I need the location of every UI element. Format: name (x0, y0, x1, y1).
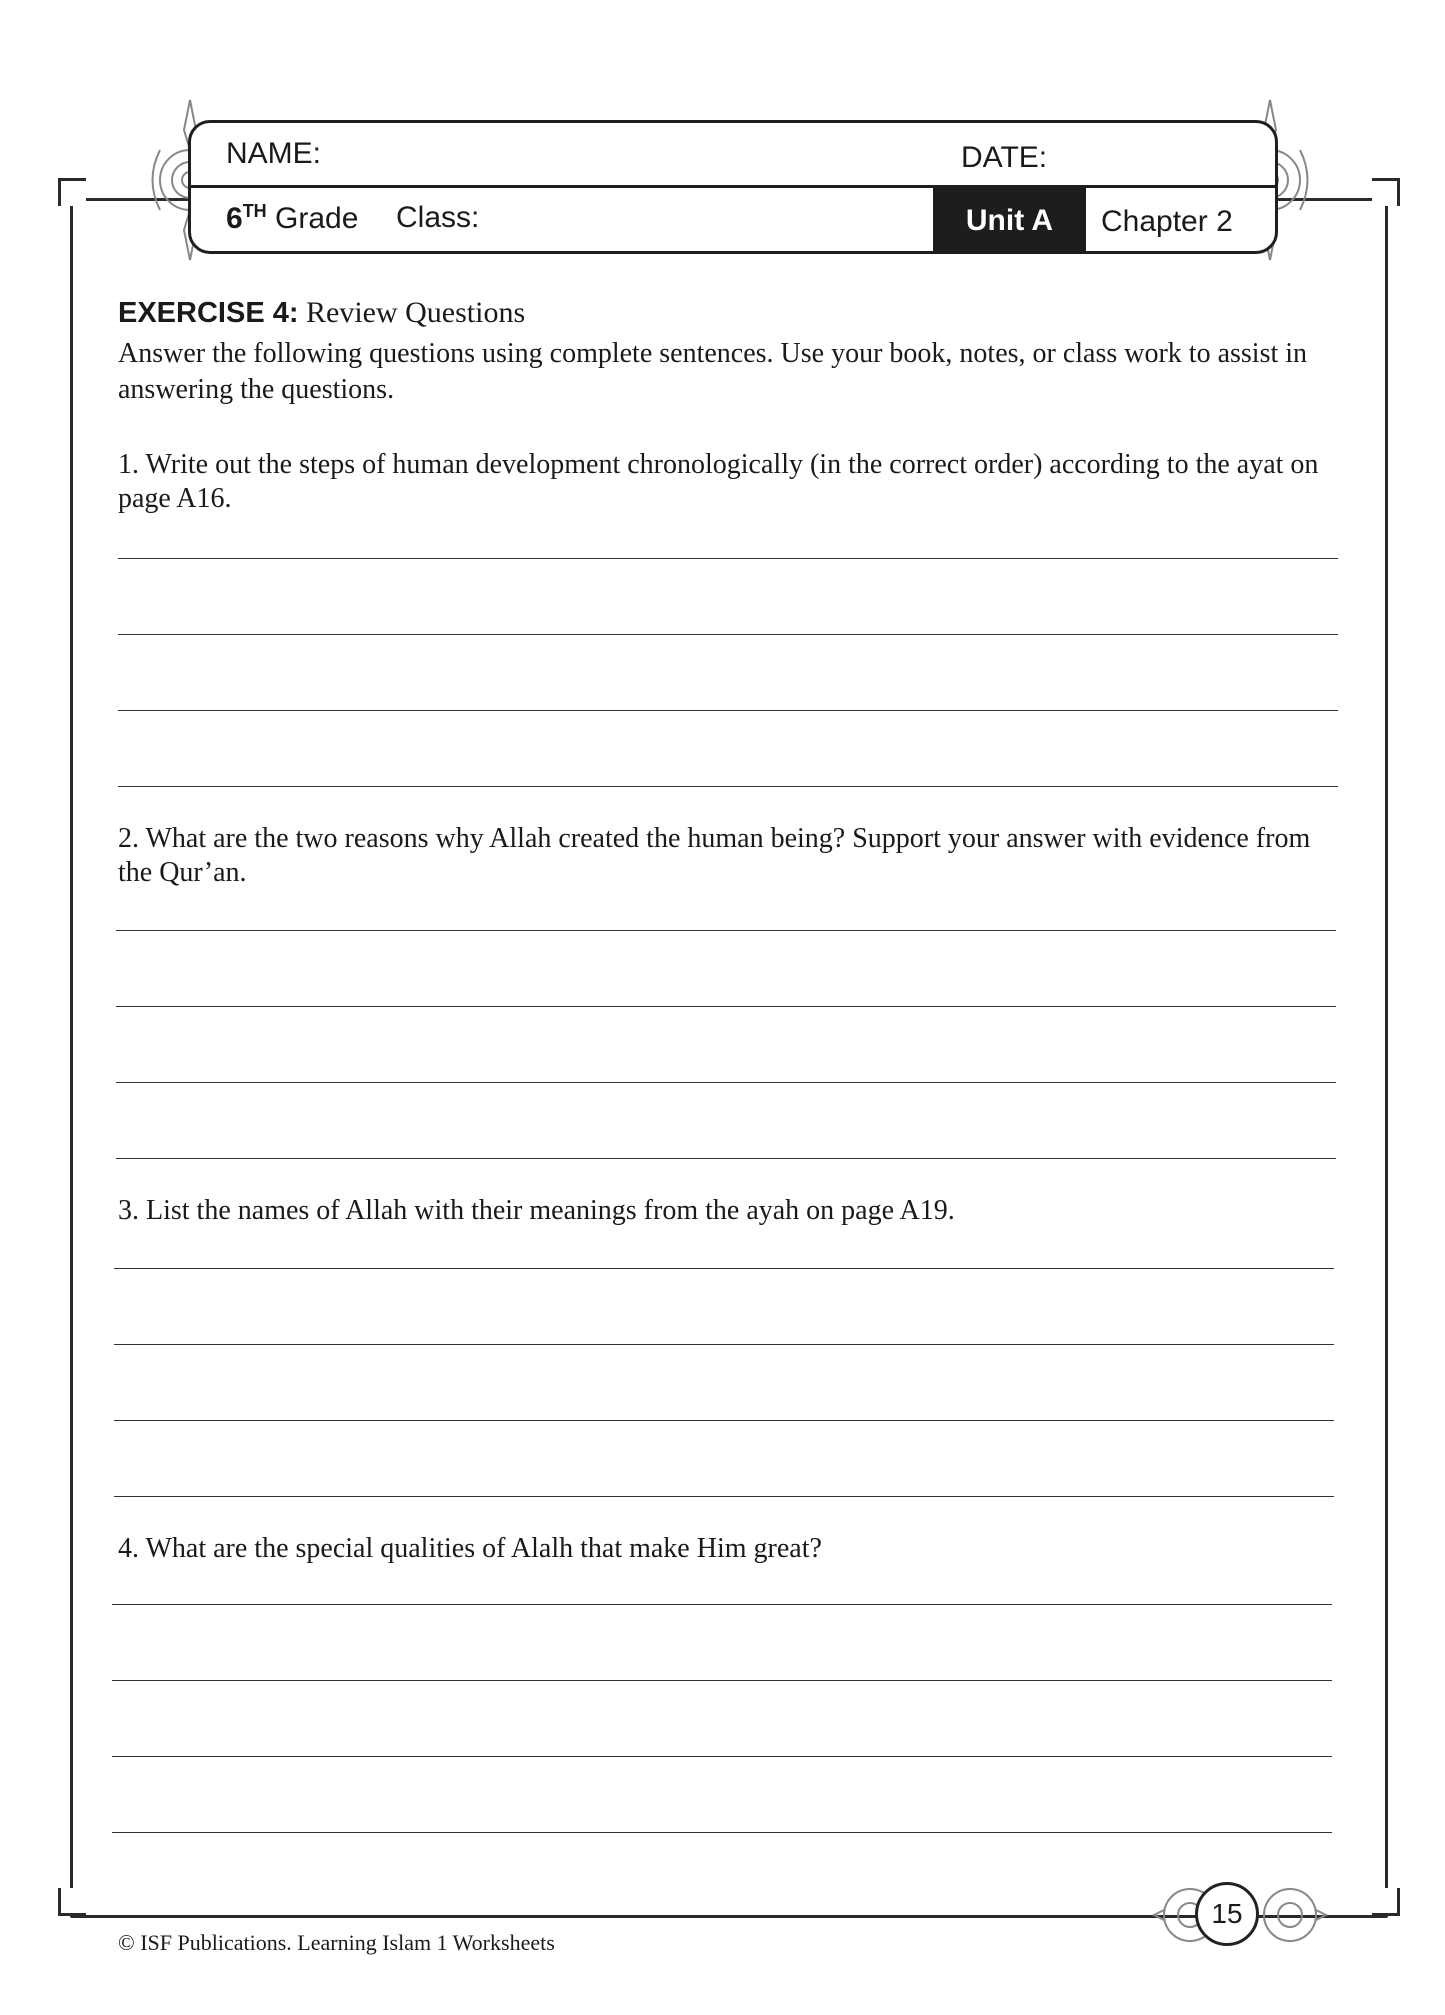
question-3: 3. List the names of Allah with their meanings from the ayah on page A19. (118, 1195, 955, 1226)
question-2: 2. What are the two reasons why Allah created the human being? Support your answer with evidence from the Qur’an. (118, 823, 1311, 888)
answer-line[interactable] (114, 1344, 1334, 1345)
student-info-header (188, 120, 1278, 254)
corner-ornament (1372, 1888, 1400, 1916)
answer-line[interactable] (118, 710, 1338, 711)
answer-line[interactable] (118, 786, 1338, 787)
copyright-footer: © ISF Publications. Learning Islam 1 Worksheets (118, 1930, 555, 1955)
unit-badge: Unit A (933, 188, 1086, 254)
name-label: NAME: (226, 137, 322, 170)
chapter-label: Chapter 2 (1101, 205, 1233, 238)
answer-line[interactable] (118, 558, 1338, 559)
question-4: 4. What are the special qualities of Alalh that make Him great? (118, 1533, 822, 1564)
answer-line[interactable] (112, 1832, 1332, 1833)
page-number: 15 (1195, 1882, 1259, 1946)
answer-line[interactable] (116, 1006, 1336, 1007)
grade-label (226, 201, 358, 236)
grade-suffix: TH (242, 201, 267, 221)
answer-line[interactable] (116, 1082, 1336, 1083)
class-label: Class: (396, 201, 480, 234)
answer-line[interactable] (112, 1680, 1332, 1681)
exercise-title (118, 296, 525, 330)
answer-line[interactable] (116, 1158, 1336, 1159)
exercise-subtitle: Review Questions (306, 296, 526, 329)
corner-ornament (58, 178, 86, 206)
question-1: 1. Write out the steps of human development chronologically (in the correct order) according to the ayat on page A16. (118, 449, 1319, 514)
instructions: Answer the following questions using complete sentences. Use your book, notes, or class work to assist in answering the questions. (118, 338, 1308, 405)
header-divider (191, 185, 1275, 188)
answer-line[interactable] (112, 1604, 1332, 1605)
grade-word: Grade (275, 202, 359, 235)
date-label: DATE: (961, 141, 1048, 174)
corner-ornament (58, 1888, 86, 1916)
answer-line[interactable] (118, 634, 1338, 635)
corner-ornament (1372, 178, 1400, 206)
answer-line[interactable] (116, 930, 1336, 931)
grade-number: 6 (226, 202, 243, 235)
answer-line[interactable] (114, 1268, 1334, 1269)
answer-line[interactable] (114, 1496, 1334, 1497)
answer-line[interactable] (114, 1420, 1334, 1421)
exercise-number: EXERCISE 4: (118, 297, 299, 329)
answer-line[interactable] (112, 1756, 1332, 1757)
